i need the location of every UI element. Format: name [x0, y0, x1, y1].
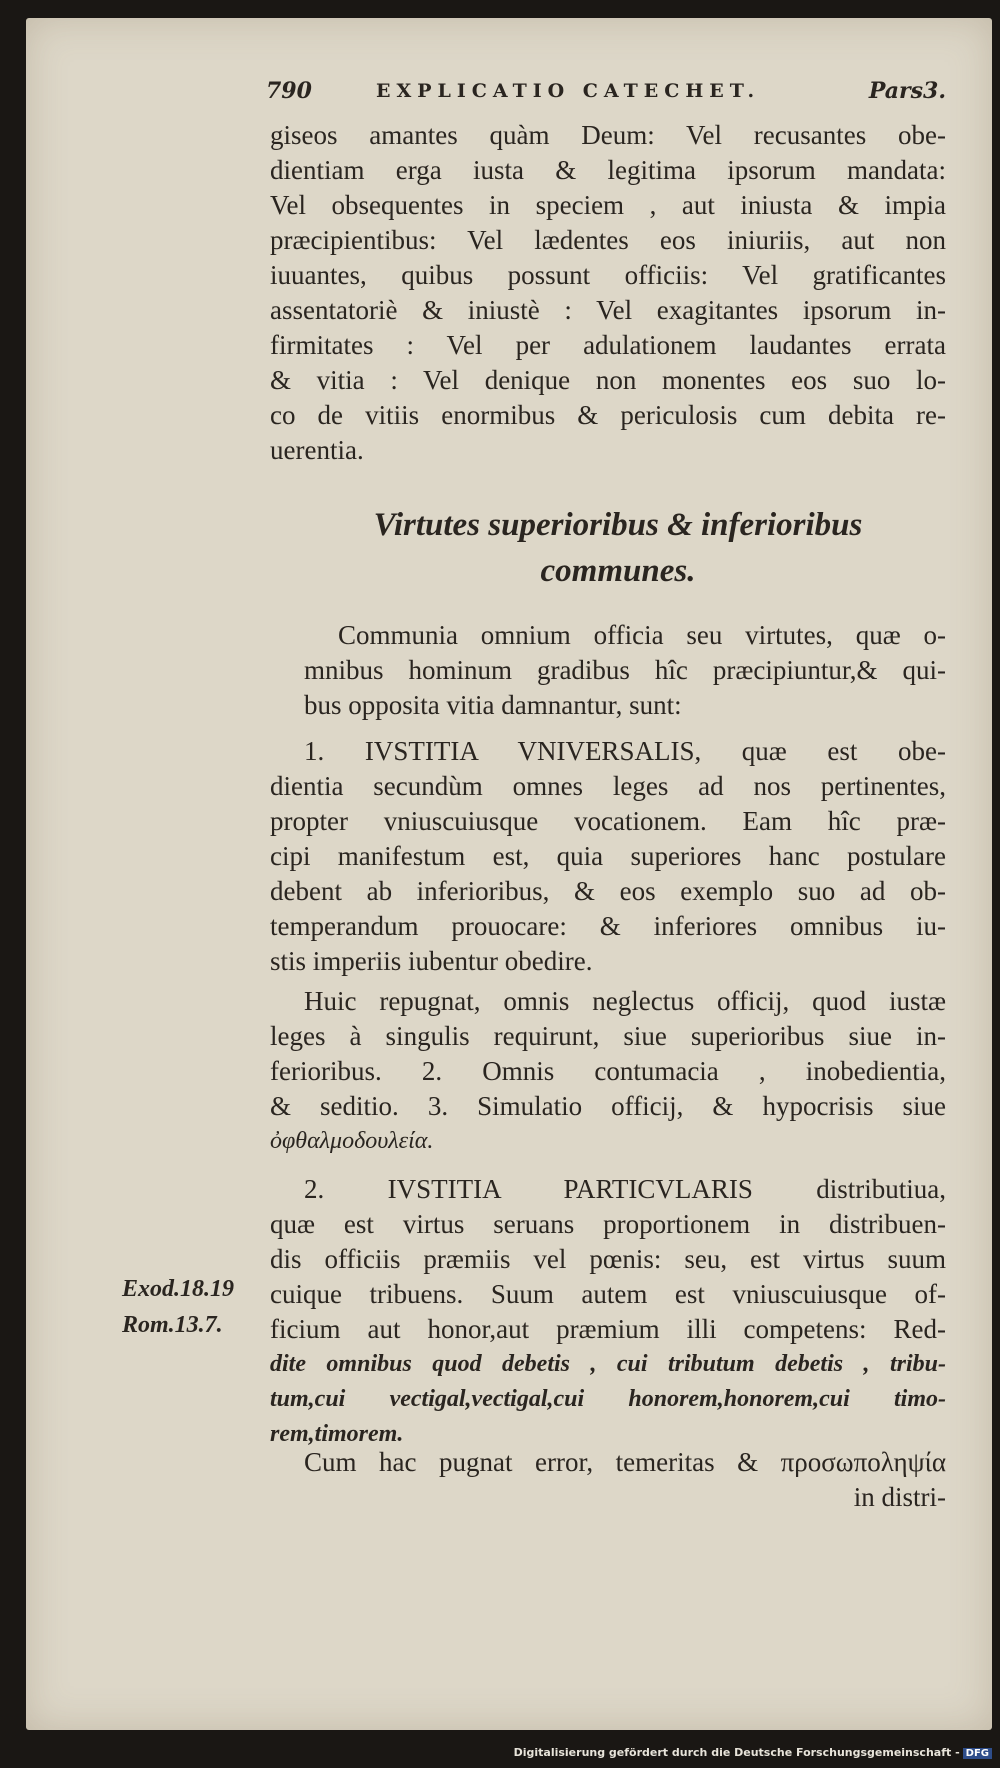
- text-line: mnibus hominum gradibus hîc præcipiuntur,& qui-: [304, 655, 946, 685]
- margin-note: Rom.13.7.: [122, 1312, 223, 1338]
- running-title: EXPLICATIO CATECHET.: [376, 80, 761, 102]
- heading-line: communes.: [540, 553, 696, 589]
- text-line: debent ab inferioribus, & eos exemplo suo ad ob-: [270, 876, 946, 906]
- text-line: giseos amantes quàm Deum: Vel recusantes obe-: [270, 120, 946, 150]
- paragraph-intro: [270, 618, 946, 723]
- text-line: præcipientibus: Vel lædentes eos iniuriis, aut non: [270, 225, 946, 255]
- text-line: & vitia : Vel denique non monentes eos suo lo-: [270, 365, 946, 395]
- text-line: leges à singulis requirunt, siue superioribus siue in-: [270, 1021, 946, 1051]
- text-line: ficium aut honor,aut præmium illi competens: Red-: [270, 1314, 946, 1344]
- text-line: firmitates : Vel per adulationem laudantes errata: [270, 330, 946, 360]
- catchword: in distri-: [853, 1482, 946, 1512]
- text-line: cipi manifestum est, quia superiores hanc postulare: [270, 841, 946, 871]
- text-line: temperandum prouocare: & inferiores omnibus iu-: [270, 911, 946, 941]
- text-line: 2. IVSTITIA PARTICVLARIS distributiua,: [304, 1174, 946, 1204]
- text-line: tum,cui vectigal,vectigal,cui honorem,honorem,cui timo-: [270, 1386, 946, 1412]
- text-line: quæ est virtus seruans proportionem in distribuen-: [270, 1209, 946, 1239]
- paragraph-vitia: [270, 118, 946, 468]
- heading-line: Virtutes superioribus & inferioribus: [373, 507, 863, 543]
- text-line: Cum hac pugnat error, temeritas & προσωποληψία: [304, 1447, 946, 1477]
- credit-text: Digitalisierung gefördert durch die Deutsche Forschungsgemeinschaft -: [513, 1746, 960, 1759]
- paragraph-iustitia-universalis: [270, 734, 946, 979]
- section-heading: [280, 502, 956, 594]
- text-line: dis officiis præmiis vel pœnis: seu, est virtus suum: [270, 1244, 946, 1274]
- text-line: dientia secundùm omnes leges ad nos pertinentes,: [270, 771, 946, 801]
- text-line: dite omnibus quod debetis , cui tributum debetis , tribu-: [270, 1351, 946, 1377]
- text-line: Huic repugnat, omnis neglectus officij, quod iustæ: [304, 986, 946, 1016]
- paragraph-repugnat: [270, 984, 946, 1159]
- text-line: ὀφθαλμοδουλεία.: [270, 1128, 434, 1154]
- page-number: 790: [266, 78, 312, 104]
- paragraph-error: [270, 1445, 946, 1515]
- margin-note: Exod.18.19: [122, 1276, 235, 1302]
- text-line: stis imperiis iubentur obedire.: [270, 946, 593, 976]
- text-line: propter vniuscuiusque vocationem. Eam hîc præ-: [270, 806, 946, 836]
- dfg-logo: DFG: [963, 1748, 992, 1759]
- text-line: co de vitiis enormibus & periculosis cum debita re-: [270, 400, 946, 430]
- text-line: assentatoriè & iniustè : Vel exagitantes ipsorum in-: [270, 295, 946, 325]
- text-line: ferioribus. 2. Omnis contumacia , inobedientia,: [270, 1056, 946, 1086]
- text-line: & seditio. 3. Simulatio officij, & hypocrisis siue: [270, 1091, 946, 1121]
- text-line: uerentia.: [270, 435, 364, 465]
- running-header: [266, 72, 946, 112]
- text-line: bus opposita vitia damnantur, sunt:: [304, 690, 682, 720]
- text-line: Communia omnium officia seu virtutes, quæ o-: [338, 620, 946, 650]
- paragraph-iustitia-particularis: [270, 1172, 946, 1452]
- digitization-credit: [514, 1746, 992, 1759]
- text-line: iuuantes, quibus possunt officiis: Vel gratificantes: [270, 260, 946, 290]
- part-label: Pars3.: [868, 78, 946, 104]
- text-line: dientiam erga iusta & legitima ipsorum mandata:: [270, 155, 946, 185]
- text-line: cuique tribuens. Suum autem est vniuscuiusque of-: [270, 1279, 946, 1309]
- text-line: 1. IVSTITIA VNIVERSALIS, quæ est obe-: [304, 736, 946, 766]
- text-line: Vel obsequentes in speciem , aut iniusta & impia: [270, 190, 946, 220]
- text-line: rem,timorem.: [270, 1421, 404, 1447]
